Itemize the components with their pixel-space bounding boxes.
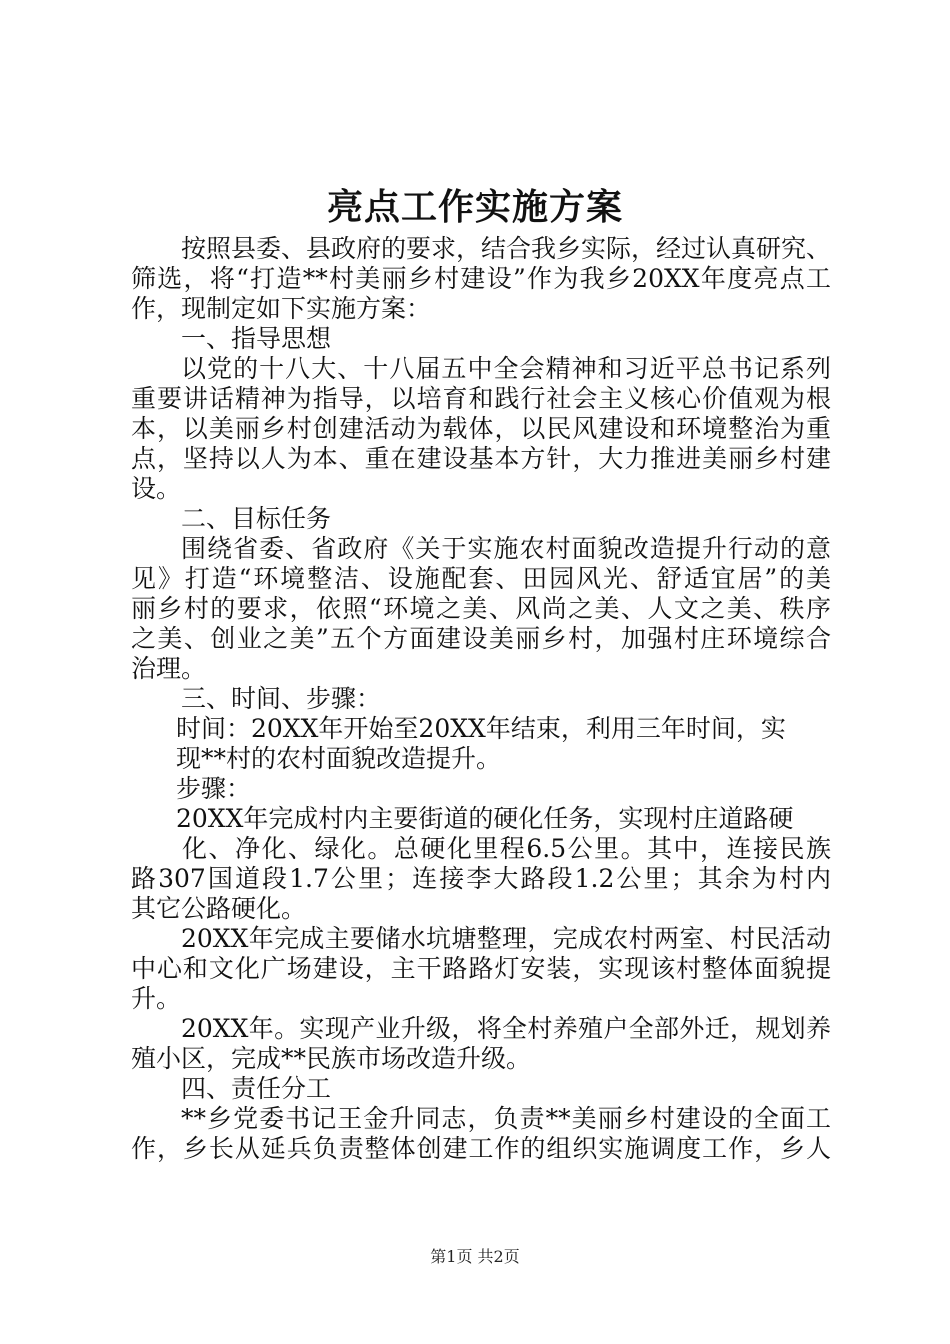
paragraph-line: 丽乡村的要求，依照“环境之美、风尚之美、人文之美、秩序 bbox=[131, 594, 831, 623]
paragraph-line: 20XX年完成村内主要街道的硬化任务，实现村庄道路硬 bbox=[176, 804, 794, 833]
section-heading: 二、目标任务 bbox=[181, 504, 332, 533]
paragraph-line: 化、净化、绿化。总硬化里程6.5公里。其中，连接民族 bbox=[182, 834, 831, 863]
paragraph-line: 20XX年。实现产业升级，将全村养殖户全部外迁，规划养 bbox=[181, 1014, 831, 1043]
paragraph-line: 路307国道段1.7公里；连接李大路段1.2公里；其余为村内 bbox=[131, 864, 831, 893]
document-body bbox=[131, 234, 831, 1164]
paragraph-line: 治理。 bbox=[131, 654, 207, 683]
paragraph-line: 本，以美丽乡村创建活动为载体，以民风建设和环境整治为重 bbox=[131, 414, 831, 443]
paragraph-line: 之美、创业之美”五个方面建设美丽乡村，加强村庄环境综合 bbox=[131, 624, 831, 653]
paragraph-line: 设。 bbox=[131, 474, 182, 503]
paragraph-line: 作，现制定如下实施方案： bbox=[131, 294, 432, 323]
paragraph-line: 作，乡长从延兵负责整体创建工作的组织实施调度工作，乡人 bbox=[131, 1134, 831, 1163]
paragraph-line: 见》打造“环境整洁、设施配套、田园风光、舒适宜居”的美 bbox=[131, 564, 831, 593]
section-heading: 四、责任分工 bbox=[181, 1074, 332, 1103]
paragraph-line: 筛选，将“打造**村美丽乡村建设”作为我乡20XX年度亮点工 bbox=[131, 264, 831, 293]
page-footer: 第1页 共2页 bbox=[430, 1247, 520, 1266]
paragraph-line: 点，坚持以人为本、重在建设基本方针，大力推进美丽乡村建 bbox=[131, 444, 831, 473]
paragraph-line: 20XX年完成主要储水坑塘整理，完成农村两室、村民活动 bbox=[181, 924, 831, 953]
section-heading: 三、时间、步骤： bbox=[181, 684, 382, 713]
paragraph-line: 中心和文化广场建设，主干路路灯安装，实现该村整体面貌提 bbox=[131, 954, 831, 983]
paragraph-line: **乡党委书记王金升同志，负责**美丽乡村建设的全面工 bbox=[181, 1104, 831, 1133]
paragraph-line: 现**村的农村面貌改造提升。 bbox=[176, 744, 502, 773]
paragraph-line: 重要讲话精神为指导，以培育和践行社会主义核心价值观为根 bbox=[131, 384, 831, 413]
paragraph-line: 以党的十八大、十八届五中全会精神和习近平总书记系列 bbox=[181, 354, 831, 383]
paragraph-line: 时间：20XX年开始至20XX年结束，利用三年时间，实 bbox=[176, 714, 786, 743]
paragraph-line: 围绕省委、省政府《关于实施农村面貌改造提升行动的意 bbox=[181, 534, 831, 563]
paragraph-line: 步骤： bbox=[176, 774, 252, 803]
paragraph-line: 其它公路硬化。 bbox=[131, 894, 307, 923]
section-heading: 一、指导思想 bbox=[181, 324, 332, 353]
paragraph-line: 殖小区，完成**民族市场改造升级。 bbox=[131, 1044, 532, 1073]
paragraph-line: 按照县委、县政府的要求，结合我乡实际，经过认真研究、 bbox=[181, 234, 832, 263]
document-title: 亮点工作实施方案 bbox=[326, 186, 623, 228]
paragraph-line: 升。 bbox=[131, 984, 182, 1013]
